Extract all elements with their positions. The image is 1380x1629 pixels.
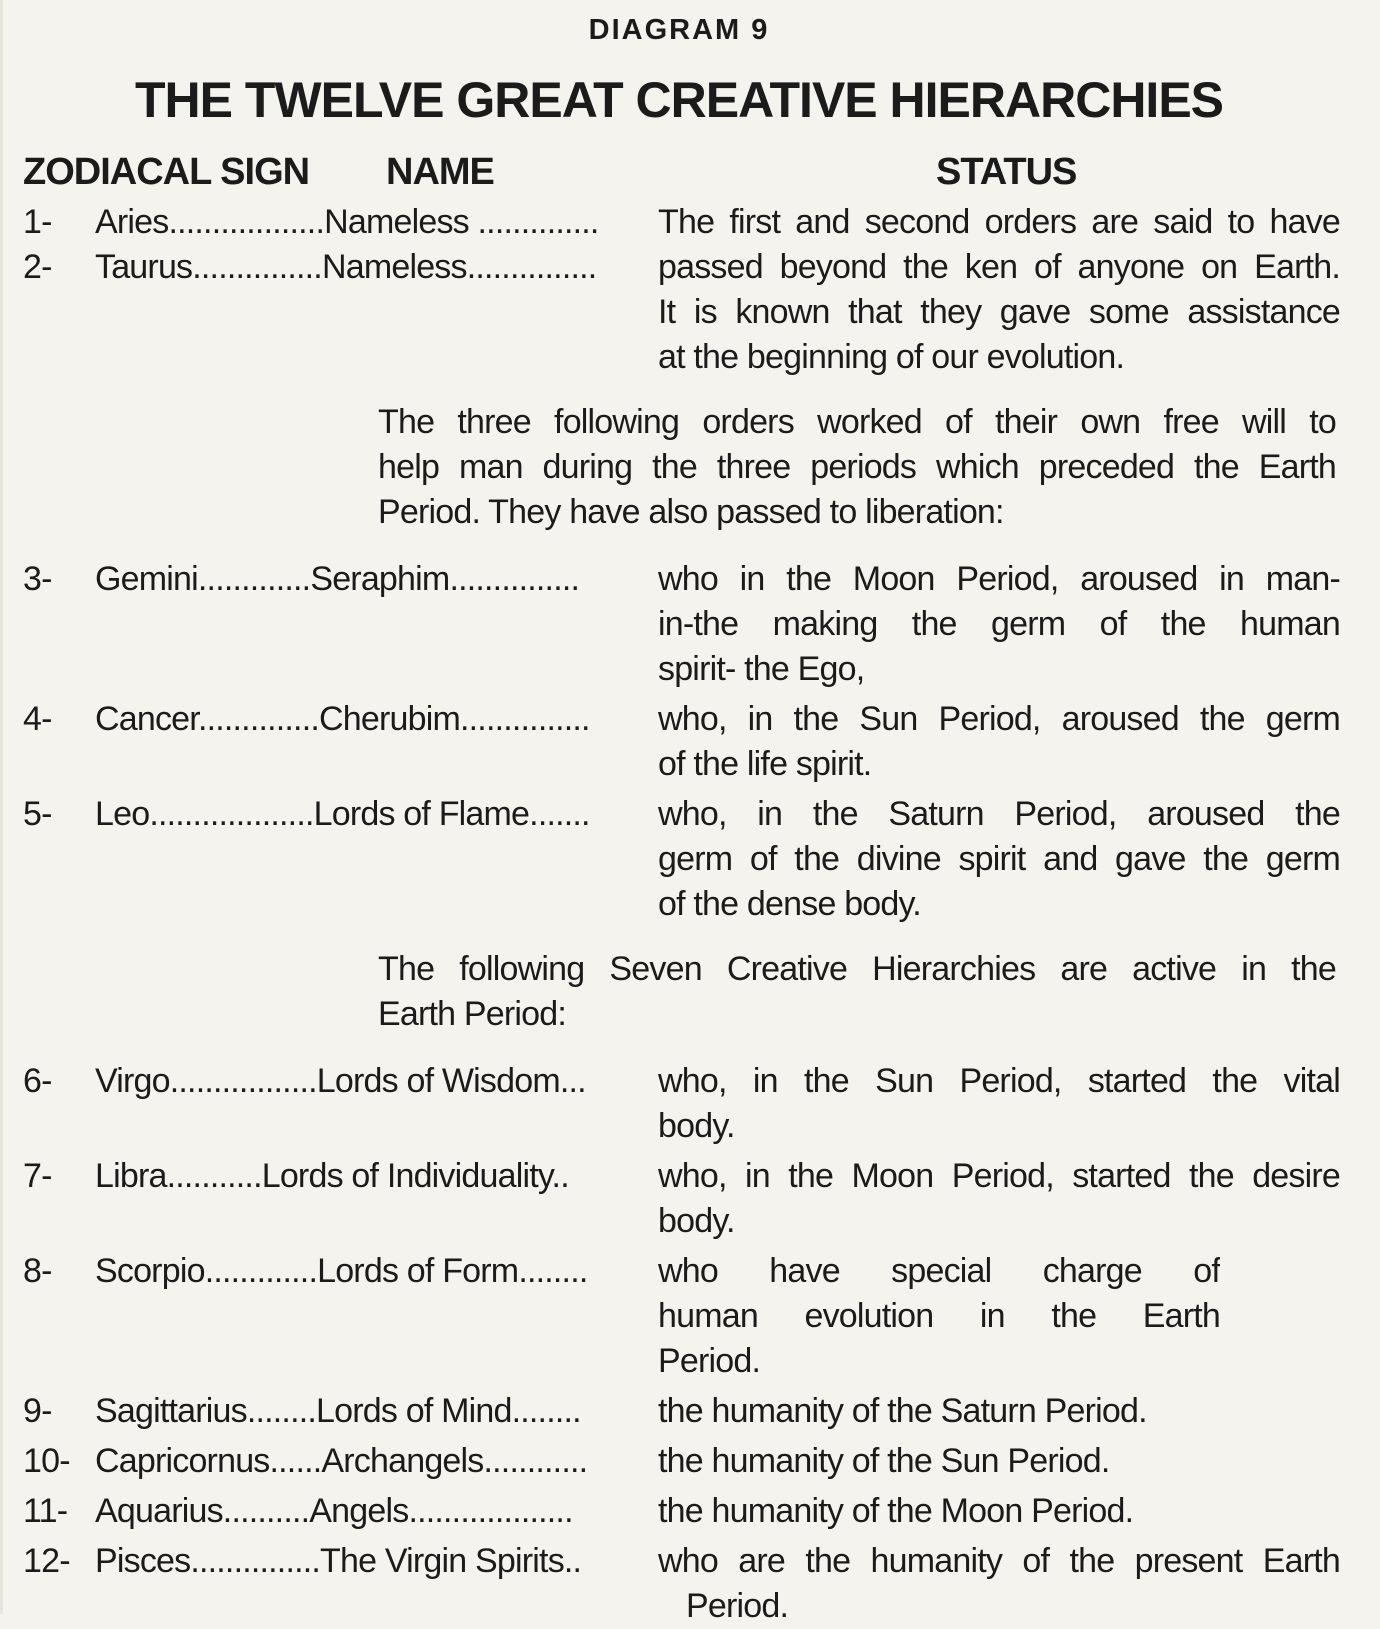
leader-dots: .. [551,1157,569,1195]
row-status [658,1439,1340,1484]
row-left-cell [23,1439,658,1484]
row-left-cell [23,200,658,245]
leader-dots: .............. [468,203,599,241]
row-status-line: Period. [686,1587,789,1625]
row-status-line: Period. [658,1342,761,1380]
row-name: Angels [309,1492,409,1530]
leader-dots: ............... [466,248,597,286]
table-row [23,557,1340,692]
row-left-column [23,1389,658,1434]
row-status [658,1249,1220,1384]
row-status-line: who have special charge of [658,1252,1220,1290]
row-status-line: body. [658,1107,735,1145]
leader-dots: ........... [166,1157,262,1195]
row-name: Lords of Wisdom [316,1062,560,1100]
leader-dots: ....... [529,795,590,833]
row-group [23,557,1340,927]
leader-dots: ........ [518,1252,588,1290]
row-status-line: who, in the Saturn Period, aroused the [658,795,1340,833]
leader-dots: ........ [511,1392,581,1430]
paragraph-line: help man during the three periods which preceded the Earth [378,448,1336,486]
row-number: 1- [23,203,52,241]
table-row [23,1539,1340,1629]
row-status [658,1059,1340,1149]
leader-dots: ................. [169,1062,317,1100]
row-number: 8- [23,1252,52,1290]
row-number: 9- [23,1392,52,1430]
row-name: Seraphim [310,560,450,598]
table-row [23,1059,1340,1149]
row-name: Lords of Flame [313,795,530,833]
row-left-cell [23,1389,658,1434]
paragraph-line: Earth Period: [378,995,567,1033]
row-name: Lords of Form [317,1252,519,1290]
row-number: 3- [23,560,52,598]
table-row [23,1154,1340,1244]
row-name: Lords of Mind [316,1392,512,1430]
leader-dots: ................... [149,795,314,833]
row-sign: Pisces [95,1542,191,1580]
row-group [23,200,1340,380]
row-status-line: who, in the Sun Period, started the vital [658,1062,1340,1100]
leader-dots: ............... [192,248,322,286]
column-header-status: STATUS [936,151,1077,193]
row-sign: Scorpio [95,1252,205,1290]
row-status-line: of the dense body. [658,885,921,923]
row-status-line: human evolution in the Earth [658,1297,1220,1335]
row-status-line: passed beyond the ken of anyone on Earth. [658,248,1340,286]
row-status [658,697,1340,787]
row-status-line: the humanity of the Saturn Period. [658,1392,1147,1430]
row-status-line: The first and second orders are said to have [658,203,1340,241]
row-sign: Capricornus [95,1442,270,1480]
row-name: The Virgin Spirits [320,1542,564,1580]
table-content [23,200,1340,1629]
row-left-cell [23,1059,658,1104]
row-number: 7- [23,1157,52,1195]
row-status-line: who, in the Sun Period, aroused the germ [658,700,1340,738]
row-sign: Sagittarius [95,1392,247,1430]
column-header-row [23,150,1335,194]
row-status-line: who, in the Moon Period, started the desire [658,1157,1340,1195]
row-status-line: the humanity of the Moon Period. [658,1492,1134,1530]
row-number: 6- [23,1062,52,1100]
row-left-column [23,1059,658,1104]
row-number: 4- [23,700,52,738]
row-sign: Virgo [95,1062,170,1100]
row-status-line: in-the making the germ of the human [658,605,1340,643]
leader-dots: ................... [408,1492,573,1530]
paragraph [378,400,1336,535]
row-status-line: at the beginning of our evolution. [658,338,1125,376]
row-status-line: the humanity of the Sun Period. [658,1442,1110,1480]
row-left-cell [23,1489,658,1534]
paragraph-line: The following Seven Creative Hierarchies are active in the [378,950,1336,988]
table-row [23,1489,1335,1534]
row-left-column [23,1154,658,1199]
row-status [658,1389,1340,1434]
leader-dots: .. [563,1542,582,1580]
row-name: Cherubim [319,700,460,738]
paragraph [378,947,1336,1037]
row-left-column [23,792,658,837]
row-number: 5- [23,795,52,833]
row-name: Lords of Individuality [261,1157,552,1195]
row-left-column [23,1249,658,1294]
row-group [23,1059,1340,1629]
row-left-cell [23,557,658,602]
leader-dots: ............... [460,700,590,738]
leader-dots: .......... [222,1492,310,1530]
row-status-line: spirit- the Ego, [658,650,865,688]
column-header-name: NAME [386,151,494,193]
row-status [658,792,1340,927]
row-sign: Gemini [95,560,198,598]
row-number: 2- [23,248,52,286]
paragraph-line: The three following orders worked of their own free will to [378,403,1336,441]
row-left-cell [23,697,658,742]
leader-dots: ............. [197,560,311,598]
paragraph-line: Period. They have also passed to liberation: [378,493,1004,531]
row-number: 12- [23,1542,70,1580]
row-status-line: who in the Moon Period, aroused in man- [658,560,1340,598]
table-row [23,1249,1335,1384]
row-sign: Cancer [95,700,198,738]
row-left-column [23,1439,658,1484]
row-name: Nameless [321,248,467,286]
leader-dots: ...... [269,1442,322,1480]
row-status [658,557,1340,692]
row-status [658,1489,1340,1534]
row-left-cell [23,245,658,290]
row-left-column [23,200,658,290]
row-left-column [23,697,658,742]
leader-dots: ............... [190,1542,321,1580]
leader-dots: .............. [197,700,319,738]
leader-dots: ............... [449,560,580,598]
page-title: THE TWELVE GREAT CREATIVE HIERARCHIES [134,72,1224,128]
row-sign: Aquarius [95,1492,223,1530]
row-status-line: It is known that they gave some assistance [658,293,1340,331]
row-status [658,200,1340,380]
row-sign: Libra [95,1157,167,1195]
row-left-column [23,557,658,602]
table-row [23,200,1340,380]
leader-dots: ............ [483,1442,588,1480]
row-number: 10- [23,1442,70,1480]
column-header-zodiacal-sign: ZODIACAL SIGN [23,151,310,193]
table-row [23,792,1340,927]
row-sign: Leo [95,795,150,833]
row-left-column [23,1539,658,1584]
row-status-line: germ of the divine spirit and gave the germ [658,840,1340,878]
row-status [658,1539,1340,1629]
row-left-column [23,1489,658,1534]
leader-dots: .................. [168,203,325,241]
row-sign: Aries [95,203,169,241]
leader-dots: ... [559,1062,586,1100]
row-left-cell [23,1154,658,1199]
row-sign: Taurus [95,248,193,286]
row-status-line: of the life spirit. [658,745,872,783]
row-left-cell [23,1539,658,1584]
row-status-line: body. [658,1202,735,1240]
leader-dots: ........ [246,1392,317,1430]
row-status-line: who are the humanity of the present Earth [658,1542,1340,1580]
row-left-cell [23,1249,658,1294]
row-left-cell [23,792,658,837]
row-number: 11- [23,1492,68,1530]
table-row [23,1439,1335,1484]
row-name: Nameless [324,203,469,241]
row-name: Archangels [321,1442,484,1480]
table-row [23,1389,1335,1434]
row-status [658,1154,1340,1244]
diagram-label: DIAGRAM 9 [588,14,770,46]
table-row [23,697,1340,787]
leader-dots: ............. [204,1252,318,1290]
